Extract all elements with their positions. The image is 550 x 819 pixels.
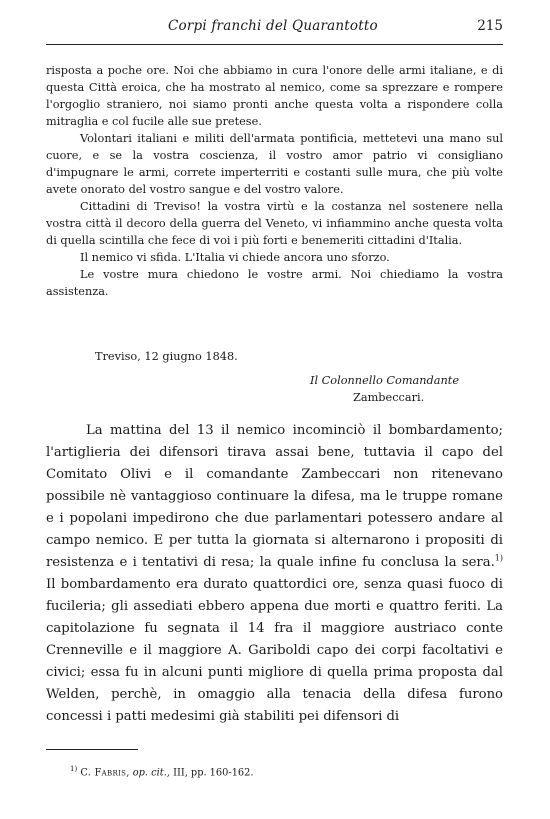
main-text: [46, 420, 503, 728]
proclamation-paragraph: risposta a poche ore. Noi che abbiamo in cura l'onore delle armi italiane, e di questa Città eroica, che ha mostrato al nemico, come sa sprezzare e rompere l'orgoglio straniero, noi siamo pronti anche questa volta a rispondere colla mitraglia e col fucile alle sue pretese.: [46, 64, 503, 128]
footnote-rule: [46, 749, 138, 750]
footnote: [70, 762, 254, 780]
footnote-author: C. Fabris,: [80, 767, 130, 779]
main-text-part: Il bombardamento era durato quattordici ore, senza quasi fuoco di fucileria; gli assediati ebbero appena due morti e quattro feriti. La capitolazione fu segnata il 14 fra il maggiore austriaco conte Crenneville e il maggiore A. Gariboldi capo dei corpi facoltativi e civici; essa fu in alcuni punti migliore di quella prima proposta dal Welden, perchè, in omaggio alla tenacia della difesa furono concessi i patti medesimi già stabiliti pei difensori di: [46, 577, 503, 724]
footnote-marker: 1): [70, 765, 78, 773]
proclamation-paragraph: Volontari italiani e militi dell'armata pontificia, mettetevi una mano sul cuore, e se la vostra coscienza, il vostro amor patrio vi consigliano d'impugnare le armi, correte imperterriti e costanti sulle mura, che più volte avete onorato del vostro sangue e del vostro valore.: [46, 132, 503, 196]
proclamation-date: Treviso, 12 giugno 1848.: [95, 350, 238, 363]
main-paragraph: [46, 420, 503, 728]
main-text-part: La mattina del 13 il nemico incominciò il bombardamento; l'artiglieria dei difensori tirava assai bene, tuttavia il capo del Comitato Olivi e il comandante Zambeccari non ritenevano possibile nè vantaggioso continuare la difesa, ma le truppe romane e i popolani impedirono che due parlamentari potessero andare al campo nemico. E per tutta la giornata si alternarono i propositi di resistenza e i tentativi di resa; la quale infine fu conclusa la sera.: [46, 423, 503, 570]
running-title: Corpi franchi del Quarantotto: [168, 18, 378, 34]
header-rule: [46, 44, 503, 45]
page-number: 215: [477, 18, 503, 34]
signature-name: Zambeccari.: [353, 391, 425, 404]
proclamation-paragraph: Le vostre mura chiedono le vostre armi. Noi chiediamo la vostra assistenza.: [46, 268, 503, 298]
footnote-reference: 1): [494, 553, 503, 563]
proclamation-text: [46, 62, 503, 300]
footnote-op-cit: op. cit.,: [132, 767, 170, 779]
signature-role: Il Colonnello Comandante: [310, 374, 460, 387]
footnote-citation: III, pp. 160-162.: [173, 767, 254, 779]
proclamation-paragraph: Cittadini di Treviso! la vostra virtù e la costanza nel sostenere nella vostra città il decoro della guerra del Veneto, vi infiammino anche questa volta di quella scintilla che fece di voi i più forti e benemeriti cittadini d'Italia.: [46, 200, 503, 247]
proclamation-paragraph: Il nemico vi sfida. L'Italia vi chiede ancora uno sforzo.: [80, 251, 390, 264]
